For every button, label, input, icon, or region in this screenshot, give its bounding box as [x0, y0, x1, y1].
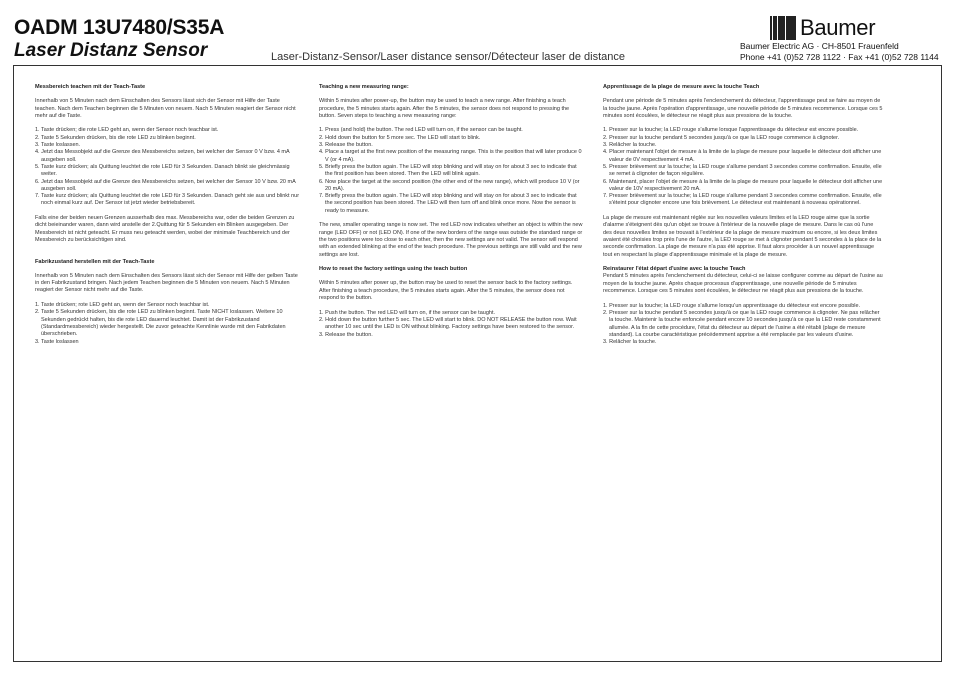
- en-teach-steps: [319, 127, 584, 215]
- list-item: 3. Release the button.: [319, 142, 373, 149]
- en-factory-intro: Within 5 minutes after power up, the button may be used to reset the sensor back to the factory settings. After finishing a teach procedure, the 5 minutes starts again. After the 5 minutes, the sensor does not respond to the button.: [319, 280, 573, 302]
- product-title: Laser Distanz Sensor: [14, 40, 208, 61]
- list-item: 1. Press (and hold) the button. The red LED will turn on, if the sensor can be taught.: [319, 127, 523, 134]
- column-german: [35, 84, 300, 353]
- list-item: 5. Presser brièvement sur la touche; la LED rouge s'allume pendant 3 secondes comme confirmation. Ensuite, elle se remet à clignoter de façon régulière.: [603, 163, 882, 178]
- column-english: [319, 84, 584, 346]
- de-teach-steps: [35, 127, 300, 207]
- fr-teach-intro: Pendant une période de 5 minutes après l'enclenchement du détecteur, l'apprentissage peut se faire au moyen de la touche jaune. Après l'opération d'apprentissage, une nouvelle période de 5 minutes recommence. Lorsque ces 5 minutes sont écoulées, le détecteur ne réagit plus aux pressions de la touche.: [603, 98, 883, 119]
- company-contact: [740, 41, 939, 63]
- fr-factory-intro: Pendant 5 minutes après l'enclenchement du détecteur, celui-ci se laisse configurer comme au départ de l'usine au moyen de la touche jaune. Après chaque processus d'apprentissage, une nouvelle période de 5 minutes recommence. Lorsque ces 5 minutes sont écoulées, le détecteur ne réagit plus aux pressions de la touche.: [603, 273, 883, 295]
- list-item: 1. Presser sur la touche; la LED rouge s'allume lorsque l'apprentissage du détecteur est encore possible.: [603, 127, 859, 134]
- company-phone: Phone +41 (0)52 728 1122 · Fax +41 (0)52 728 1144: [740, 52, 939, 62]
- document-subtitle: Laser-Distanz-Sensor/Laser distance sensor/Détecteur laser de distance: [271, 51, 626, 63]
- baumer-logo: [770, 14, 875, 40]
- de-factory-heading: Fabrikzustand herstellen mit der Teach-Taste: [35, 258, 155, 265]
- list-item: 4. Placer maintenant l'objet de mesure à la limite de la plage de mesure pour laquelle le détecteur doit afficher une valeur de 0V respectivement 4 mA.: [603, 149, 882, 163]
- list-item: 3. Taste loslassen: [35, 338, 79, 345]
- de-teach-heading: Messbereich teachen mit der Teach-Taste: [35, 84, 146, 90]
- fr-factory-steps: [603, 303, 883, 347]
- list-item: 4. Place a target at the first new position of the measuring range. This is the position that will later produce 0 V (or 4 mA).: [319, 149, 582, 163]
- de-teach-note: Falls eine der beiden neuen Grenzen ausserhalb des max. Messbereichs war, oder die beiden Grenzen zu dicht beieinander waren, dann wird anstelle der 2.Quittung für 5 Sekunden ein Blinken ausgegeben. Der Messbereich ist nicht geteacht. Er muss neu geteacht werden, wobei der minimale Teachbereich und der Messbereich zu berücksichtigen sind.: [35, 215, 295, 243]
- model-title: OADM 13U7480/S35A: [14, 16, 225, 39]
- list-item: 7. Taste kurz drücken; als Quittung leuchtet die rote LED für 3 Sekunden. Danach geht sie aus und blinkt nur noch einmal kurz auf. Der Sensor ist jetzt wieder betriebsbereit.: [35, 193, 300, 207]
- list-item: 3. Relâcher la touche.: [603, 339, 657, 346]
- list-item: 2. Taste 5 Sekunden drücken, bis die rote LED zu blinken beginnt.: [35, 134, 196, 141]
- company-address: Baumer Electric AG · CH-8501 Frauenfeld: [740, 41, 899, 51]
- en-factory-heading: How to reset the factory settings using the teach button: [319, 266, 468, 273]
- list-item: 1. Taste drücken; die rote LED geht an, wenn der Sensor noch teachbar ist.: [35, 127, 219, 134]
- list-item: 2. Taste 5 Sekunden drücken, bis die rote LED zu blinken beginnt. Taste NICHT loslassen. Weitere 10 Sekunden gedrückt halten, bis die rote LED dauernd leuchtet. Damit ist der Fabrikzustand (Standardmessbereich) wieder hergestellt. Die zuvor geteachte Kennlinie wurde mit den Fabrikdaten überschrieben.: [35, 309, 286, 338]
- de-factory-steps: [35, 302, 300, 346]
- list-item: 7. Briefly press the button again. The LED will stop blinking and will stay on for about 3 sec to indicate that the second position has been stored. The LED will then turn off and blink once more. Now the sensor is ready to measure.: [319, 193, 577, 214]
- fr-teach-heading: Apprentissage de la plage de mesure avec la touche Teach: [603, 84, 760, 90]
- list-item: 1. Presser sur la touche; la LED rouge s'allume lorsqu'un apprentissage du détecteur est encore possible.: [603, 302, 861, 309]
- en-teach-intro: Within 5 minutes after power-up, the button may be used to teach a new range. After finishing a teach procedure, the 5 minutes starts again. After the 5 minutes, the sensor does not respond to pressing the button. Seven steps to teaching a new measuring range:: [319, 98, 570, 119]
- list-item: 6. Jetzt das Messobjekt auf die Grenze des Messbereichs setzen, bei welcher der Sensor 10 V bzw. 20 mA ausgeben soll.: [35, 178, 296, 192]
- list-item: 2. Presser sur la touche pendant 5 secondes jusqu'à ce que la LED rouge commence à clignoter. Ne pas relâcher la touche. Maintenir la touche enfoncée pendant encore 10 secondes jusqu'à ce que la LED reste constamment allumée. A la fin de cette procédure, l'état du détecteur au départ de l'usine a été rétabli (plage de mesure standard). La courbe caractéristique précédemment apprise a été remplacée par les valeurs d'usine.: [603, 309, 881, 338]
- logo-wordmark: Baumer: [800, 15, 876, 40]
- list-item: 7. Presser brièvement sur la touche; la LED rouge s'allume pendant 3 secondes comme confirmation. Ensuite, elle s'éteint pour clignoter encore une fois brièvement. Le détecteur est maintenant à nouveau opérationnel.: [603, 193, 882, 207]
- fr-teach-note: La plage de mesure est maintenant réglée sur les nouvelles valeurs limites et la LED rouge aime que la sortie d'alarme s'éteignent dès qu'un objet se trouve à l'intérieur de la nouvelle plage de mesure. Dans le cas où l'une des deux nouvelles limites se trouvait à l'extérieur de la plage de mesure maximum ou encore, si les deux limites avaient été choisies trop près l'une de l'autre, la LED rouge se met à clignoter pendant 5 secondes à la place de la seconde confirmation. La plage de mesure n'a pas été apprise. Il faut alors procéder à un nouvel apprentissage tout en respectant la plage d'apprentissage minimale et la plage de mesure.: [603, 215, 882, 258]
- fr-teach-steps: [603, 127, 883, 207]
- list-item: 5. Briefly press the button again. The LED will stop blinking and will stay on for about 3 sec to indicate that the first position has been stored. Then the LED will blink again.: [319, 163, 577, 178]
- list-item: 2. Hold down the button further 5 sec. The LED will start to blink. DO NOT RELEASE the button now. Wait another 10 sec until the LED is ON without blinking. Factory settings have been restored to the sensor.: [319, 316, 577, 331]
- list-item: 6. Now place the target at the second position (the other end of the new range), which will produce 10 V (or 20 mA).: [319, 178, 580, 192]
- list-item: 2. Presser sur la touche pendant 5 secondes jusqu'à ce que la LED rouge commence à clignoter.: [603, 134, 840, 141]
- fr-factory-heading: Reinstaurer l'état départ d'usine avec la touche Teach: [603, 266, 746, 273]
- list-item: 3. Relâcher la touche.: [603, 142, 657, 149]
- list-item: 1. Taste drücken; rote LED geht an, wenn der Sensor noch teachbar ist.: [35, 302, 210, 309]
- list-item: 3. Taste loslassen.: [35, 142, 81, 149]
- en-teach-note: The new, smaller operating range is now set. The red LED now indicates whether an object is within the new range (LED OFF) or not (LED ON). If one of the new borders of the range was outside the standard range or the two positions were too close to each other, then the new settings are not valid. The sensor will respond with an extended blinking at the end of the teach procedure. The previous settings are still valid and the new settings are lost.: [319, 222, 583, 258]
- list-item: 3. Release the button.: [319, 331, 373, 338]
- list-item: 5. Taste kurz drücken; als Quittung leuchtet die rote LED für 3 Sekunden. Danach blinkt sie gleichmässig weiter.: [35, 163, 290, 178]
- column-french: [603, 84, 883, 354]
- list-item: 6. Maintenant, placer l'objet de mesure à la limite de la plage de mesure pour laquelle le détecteur doit afficher une valeur de 10V respectivement 20 mA.: [603, 178, 883, 192]
- en-teach-heading: Teaching a new measuring range:: [319, 84, 409, 90]
- logo-mark-icon: [770, 16, 796, 40]
- en-factory-steps: [319, 310, 584, 339]
- list-item: 1. Push the button. The red LED will turn on, if the sensor can be taught.: [319, 309, 496, 316]
- de-teach-intro: Innerhalb von 5 Minuten nach dem Einschalten des Sensors lässt sich der Sensor mit Hilfe der Taste teachen. Nach dem Teachen beginnen die 5 Minuten von neuem. Nach 5 Minuten reagiert der Sensor nicht mehr auf die Taste.: [35, 98, 296, 119]
- list-item: 4. Jetzt das Messobjekt auf die Grenze des Messbereichs setzen, bei welcher der Sensor 0 V bzw. 4 mA ausgeben soll.: [35, 149, 290, 163]
- list-item: 2. Hold down the button for 5 more sec. The LED will start to blink.: [319, 134, 481, 141]
- de-factory-intro: Innerhalb von 5 Minuten nach dem Einschalten des Sensors lässt sich der Sensor mit Hilfe der gelben Taste in den Fabrikzustand bringen. Nach jedem Teachen beginnen die 5 Minuten von neuem. Nach 5 Minuten reagiert der Sensor nicht mehr auf die Taste.: [35, 272, 298, 294]
